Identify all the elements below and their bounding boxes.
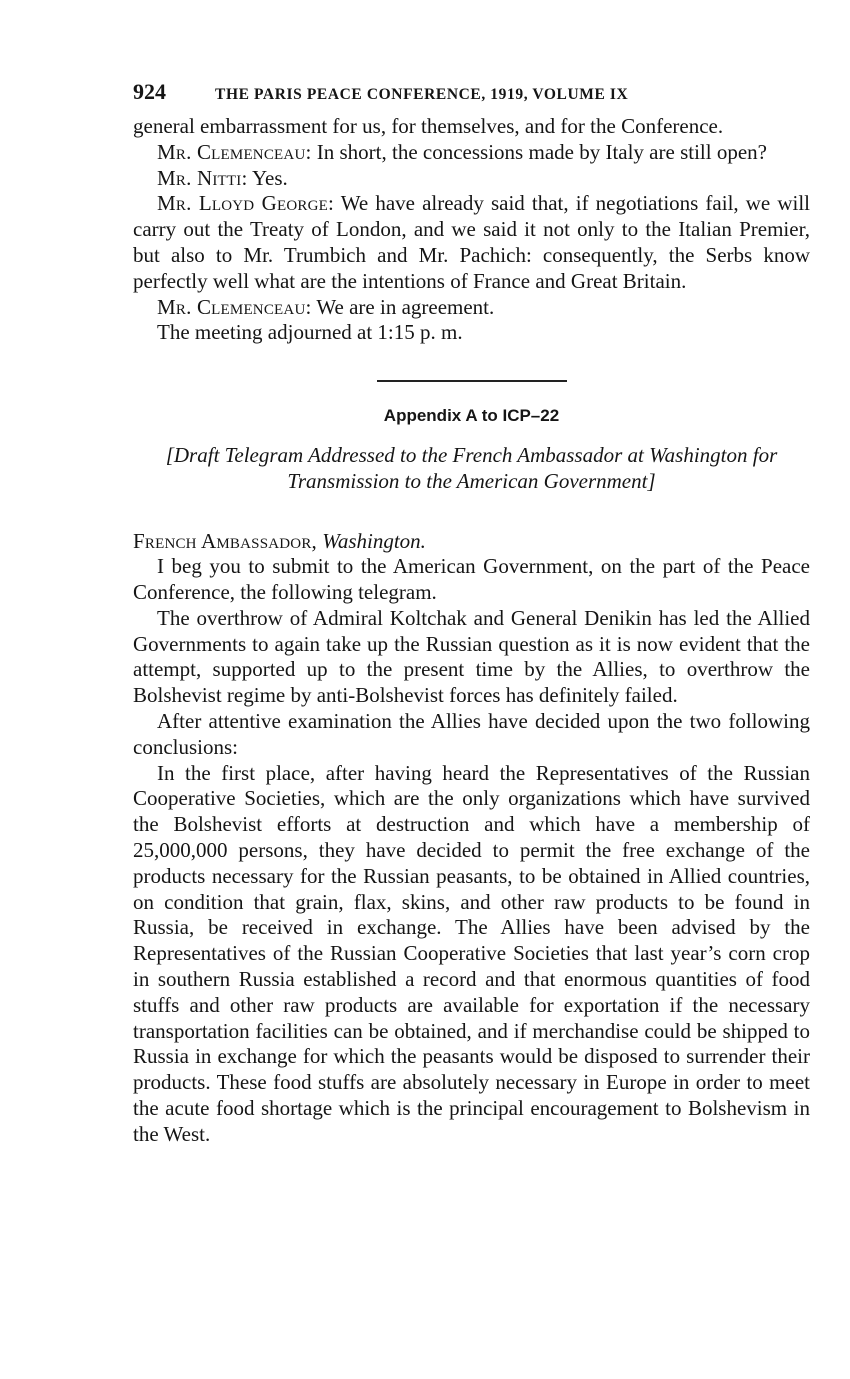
- page-number: 924: [133, 79, 166, 104]
- speech-text: We are in agreement.: [316, 294, 495, 319]
- speech-text: Yes.: [251, 165, 288, 190]
- continuation-paragraph: general embarrassment for us, for themselves, and for the Conference.: [133, 114, 724, 138]
- speech-text: In short, the concessions made by Italy are still open?: [316, 139, 767, 164]
- speaker-name: Mr. Nitti:: [157, 165, 248, 190]
- section-divider: [377, 380, 567, 382]
- minutes-exchange: [133, 166, 810, 192]
- minutes-exchange: [133, 140, 810, 166]
- telegram-paragraph: After attentive examination the Allies have decided upon the two following conclusions:: [133, 708, 810, 759]
- speaker-name: Mr. Clemenceau:: [157, 139, 312, 164]
- addressee-location: Washington.: [322, 529, 426, 554]
- appendix-heading: Appendix A to ICP–22: [383, 406, 560, 426]
- telegram-paragraph: The overthrow of Admiral Koltchak and General Denikin has led the Allied Governments to again take up the Russian question as it is now evident that the attempt, supported up to the present time by the Allies, to overthrow the Bolshevist regime by anti-Bolshevist forces has definitely failed.: [133, 605, 810, 708]
- telegram-addressee: [133, 528, 810, 554]
- addressee-name: French Ambassador,: [133, 529, 317, 554]
- adjournment-line: The meeting adjourned at 1:15 p. m.: [157, 320, 463, 345]
- telegram-paragraph: In the first place, after having heard the Representatives of the Russian Cooperative Societies, which are the only organizations which have survived the Bolshevist efforts at destruction and which have a membership of 25,000,000 persons, they have decided to permit the free exchange of the products necessary for the Russian peasants, to be obtained in Allied countries, on condition that grain, flax, skins, and other raw products to be found in Russia, be received in exchange. The Allies have been advised by the Representatives of the Russian Cooperative Societies that last year’s corn crop in southern Russia established a record and that enormous quantities of food stuffs and other raw products are available for exportation if the necessary transportation facilities can be obtained, and if merchandise could be shipped to Russia in exchange for which the peasants would be disposed to surrender their products. These food stuffs are absolutely necessary in Europe in order to meet the acute food shortage which is the principal encouragement to Bolshevism in the West.: [133, 760, 810, 1146]
- speech-text: We have already said that, if negotiations fail, we will carry out the Treaty of London, and we said it not only to the Italian Premier, but also to Mr. Trumbich and Mr. Pachich: consequently, the Serbs know perfectly well what are the intentions of France and Great Britain.: [133, 191, 811, 293]
- minutes-exchange: [133, 191, 810, 294]
- telegram-paragraph: I beg you to submit to the American Government, on the part of the Peace Conference, the following telegram.: [133, 554, 810, 604]
- running-header: [133, 78, 810, 114]
- running-title: THE PARIS PEACE CONFERENCE, 1919, VOLUME IX: [215, 86, 629, 103]
- speaker-name: Mr. Lloyd George:: [157, 191, 335, 216]
- minutes-exchange: [133, 295, 810, 321]
- document-page: [133, 78, 810, 1148]
- speaker-name: Mr. Clemenceau:: [157, 294, 312, 319]
- appendix-title: [Draft Telegram Addressed to the French Ambassador at Washington for Transmission to the American Government]: [165, 443, 778, 494]
